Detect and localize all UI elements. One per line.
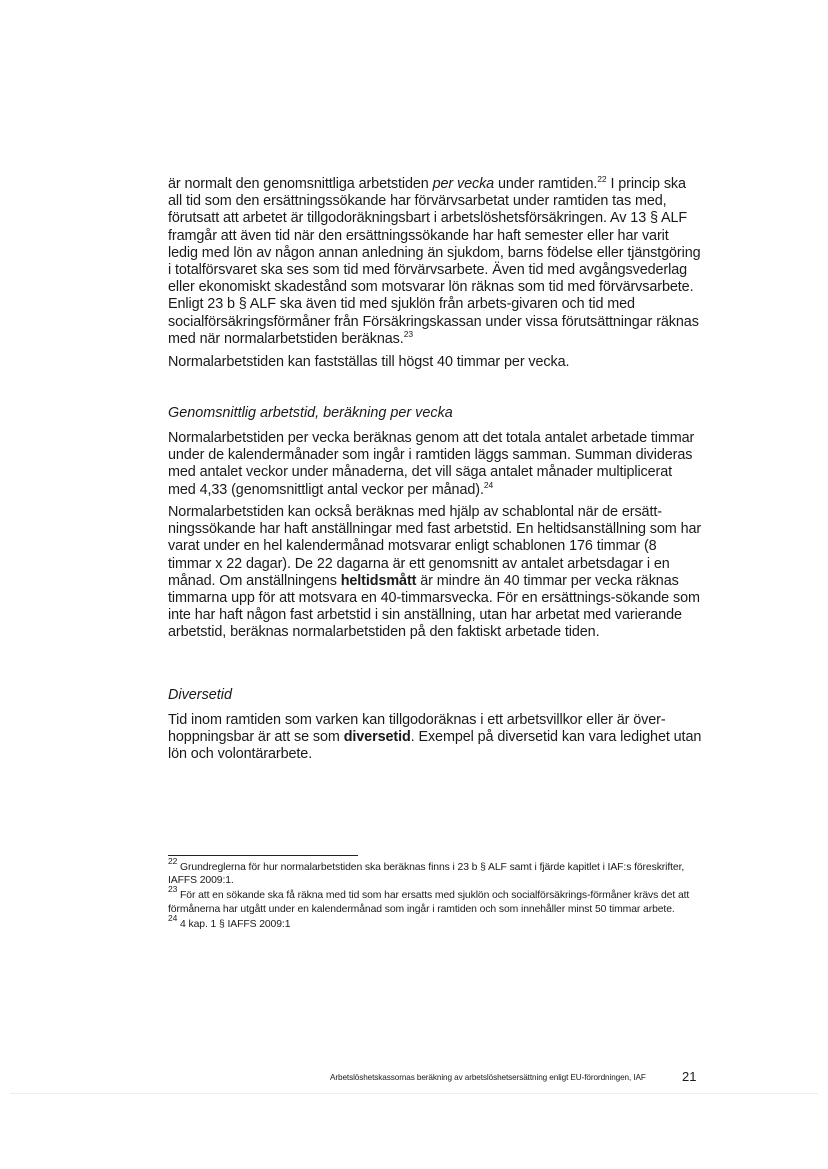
section-heading-average-working-time: Genomsnittlig arbetstid, beräkning per vecka (168, 405, 453, 421)
footnote-divider (168, 855, 358, 856)
paragraph-text: . Exempel på diversetid kan vara ledighet utan lön och volontärarbete. (168, 729, 702, 763)
paragraph-normal-working-time (168, 176, 702, 348)
page-footer-title: Arbetslöshetskassornas beräkning av arbetslöshetsersättning enligt EU-förordningen, IAF (330, 1073, 646, 1082)
paragraph-text: Normalarbetstiden kan fastställas till högst 40 timmar per vecka. (168, 354, 570, 370)
scan-edge-line (10, 1093, 818, 1094)
footnote-ref[interactable]: 22 (597, 174, 607, 184)
paragraph-diversetid (168, 712, 702, 764)
bold-term: diversetid (343, 729, 411, 746)
paragraph-max-hours (168, 354, 702, 371)
paragraph-text: Normalarbetstiden kan också beräknas med hjälp av schablontal när de ersätt-ningssökande har haft anställningar med fast arbetstid. En heltidsanställning som har varat under en hel kalendermånad motsvarar enligt schablonen 176 timmar (8 timmar x 22 dagar). De 22 dagarna är ett genomsnitt av antalet arbetsdagar i en månad. Om anställningens (168, 504, 702, 589)
paragraph-schablon (168, 504, 702, 642)
footnote-22 (168, 856, 702, 887)
paragraph-text: är mindre än 40 timmar per vecka räknas timmarna upp för att motsvara en 40-timmarsvecka. För en ersättnings-sökande som inte har haft någon fast arbetstid i sin anställning, utan har arbetat med varierande arbetstid, beräknas normalarbetstiden på den faktiskt arbetade tiden. (168, 572, 700, 641)
paragraph-calculation-per-week (168, 430, 702, 499)
emphasis-text: per vecka (432, 176, 495, 192)
paragraph-text: I princip ska all tid som den ersättningssökande har förvärvsarbetat under ramtiden tas med, förutsatt att arbetet är tillgodoräkningsbart i arbetslöshetsförsäkringen. Av 13 § ALF framgår att även tid när den ersättningssökande har haft semester eller har varit ledig med lön av någon annan anledning än sjukdom, barns födelse eller tjänstgöring i totalförsvaret ska ses som tid med förvärvsarbete. Även tid med avgångsvederlag eller ekonomiskt skadestånd som motsvarar lön räknas som tid med förvärvsarbete. Enligt 23 b § ALF ska även tid med sjuklön från arbets-givaren och tid med socialförsäkringsförmåner från Försäkringskassan under vissa förutsättningar räknas med när normalarbetstiden beräknas. (168, 176, 701, 347)
footnote-ref[interactable]: 24 (483, 479, 494, 490)
footnote-text: 4 kap. 1 § IAFFS 2009:1 (177, 918, 291, 930)
page-number: 21 (682, 1069, 697, 1084)
paragraph-text: Normalarbetstiden per vecka beräknas genom att det totala antalet arbetade timmar under de kalendermånader som ingår i ramtiden läggs samman. Summan divideras med antalet veckor under månaderna, det vill säga antalet månader multiplicerat med 4,33 (genomsnittligt antal veckor per månad). (168, 430, 695, 498)
footnote-text: För att en sökande ska få räkna med tid som har ersatts med sjuklön och socialförsäkrings-förmåner krävs det att förmånerna har utgått under en kalendermånad som ingår i ramtiden och som innehåller minst 50 timmar arbete. (168, 890, 690, 915)
footnote-23 (168, 884, 702, 915)
paragraph-text: Tid inom ramtiden som varken kan tillgodoräknas i ett arbetsvillkor eller är över-hoppningsbar är att se som (168, 712, 666, 746)
footnotes (168, 856, 702, 933)
footnote-24 (168, 912, 702, 931)
footnote-number: 23 (168, 884, 178, 895)
footnote-ref[interactable]: 23 (403, 328, 413, 339)
paragraph-text: under ramtiden. (494, 176, 598, 192)
section-heading-diversetid: Diversetid (168, 687, 232, 703)
bold-term: heltidsmått (340, 572, 417, 589)
paragraph-text: är normalt den genomsnittliga arbetstiden (168, 176, 433, 192)
footnote-text: Grundreglerna för hur normalarbetstiden ska beräknas finns i 23 b § ALF samt i fjärde kapitlet i IAF:s föreskrifter, IAFFS 2009:1. (168, 862, 685, 887)
footnote-number: 24 (168, 912, 178, 923)
footnote-number: 22 (168, 856, 178, 866)
